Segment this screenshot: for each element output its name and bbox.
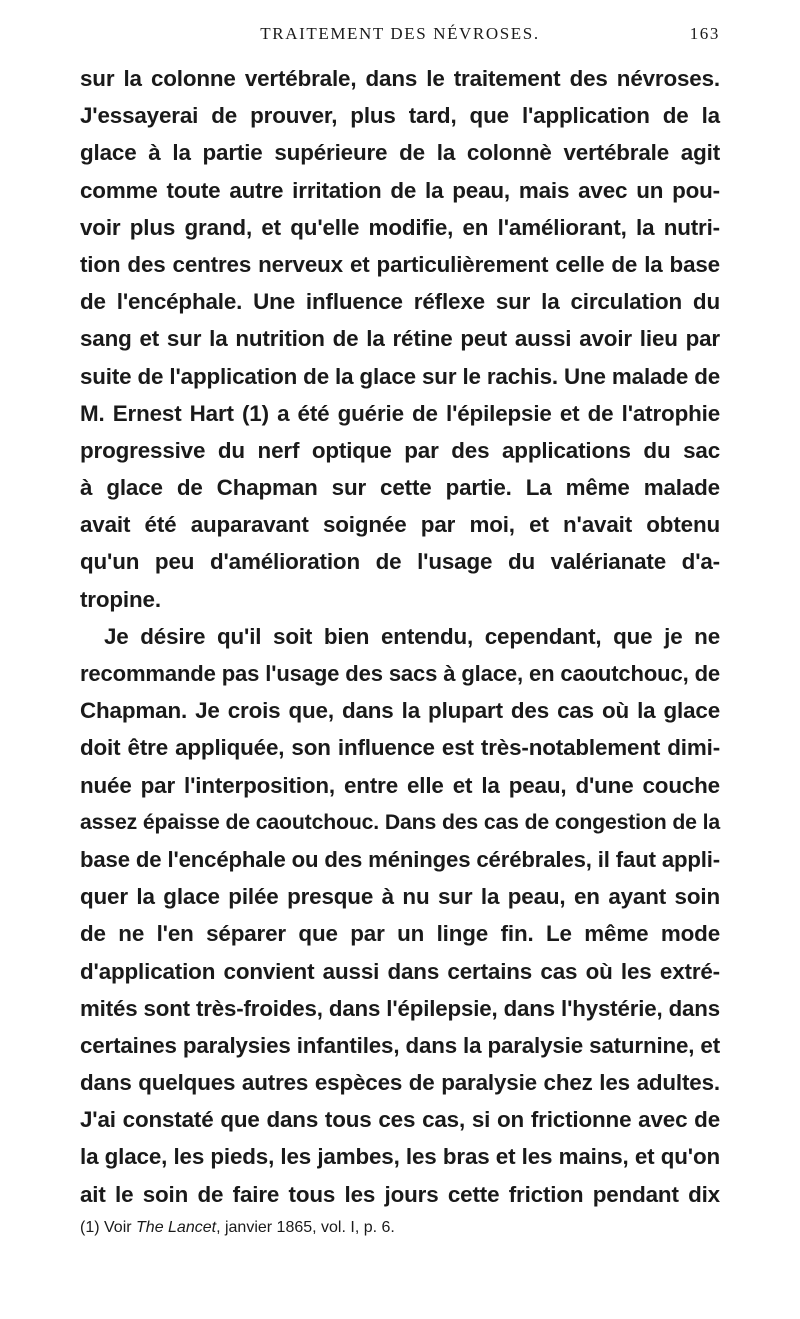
text-line: de l'encéphale. Une influence réflexe sur la circulation du (80, 289, 720, 315)
text-line: progressive du nerf optique par des applications du sac (80, 437, 720, 463)
text-line: mités sont très-froides, dans l'épilepsie, dans l'hystérie, dans (80, 995, 720, 1021)
text-line: la glace, les pieds, les jambes, les bras et les mains, et qu'on (80, 1144, 720, 1170)
text-line: doit être appliquée, son influence est très-notablement dimi- (80, 735, 720, 761)
text-line: Chapman. Je crois que, dans la plupart des cas où la glace (80, 698, 720, 724)
text-line: voir plus grand, et qu'elle modifie, en l'améliorant, la nutri- (80, 214, 720, 240)
text-line: quer la glace pilée presque à nu sur la peau, en ayant soin (80, 884, 720, 910)
text-line: sur la colonne vertébrale, dans le traitement des névroses. (80, 66, 720, 91)
text-line: de ne l'en séparer que par un linge fin. Le même mode (80, 921, 720, 947)
text-line: sang et sur la nutrition de la rétine peut aussi avoir lieu par (80, 326, 720, 352)
text-line: glace à la partie supérieure de la colonnè vertébrale agit (80, 140, 720, 166)
text-line: assez épaisse de caoutchouc. Dans des cas de congestion de la (80, 810, 720, 834)
text-line: comme toute autre irritation de la peau, mais avec un pou- (80, 177, 720, 203)
footnote-suffix: , janvier 1865, vol. I, p. 6. (216, 1218, 395, 1236)
footnote-journal: The Lancet (136, 1218, 217, 1236)
text-line: certaines paralysies infantiles, dans la paralysie saturnine, et (80, 1032, 720, 1058)
footnote-prefix: (1) Voir (80, 1218, 137, 1236)
text-line: recommande pas l'usage des sacs à glace, en caoutchouc, de (80, 661, 720, 686)
text-line: J'essayerai de prouver, plus tard, que l'application de la (80, 103, 720, 129)
running-head (80, 24, 720, 58)
page-number: 163 (689, 24, 720, 43)
text-line: M. Ernest Hart (1) a été guérie de l'épilepsie et de l'atrophie (80, 400, 720, 426)
text-line: tion des centres nerveux et particulièrement celle de la base (80, 251, 720, 277)
body-text (80, 60, 720, 1213)
running-title: TRAITEMENT DES NÉVROSES. (260, 24, 540, 43)
text-line: d'application convient aussi dans certains cas où les extré- (80, 958, 720, 984)
text-line: base de l'encéphale ou des méninges cérébrales, il faut appli- (80, 846, 720, 872)
text-line: suite de l'application de la glace sur le rachis. Une malade de (80, 363, 721, 389)
text-line: ait le soin de faire tous les jours cette friction pendant dix (80, 1181, 720, 1207)
text-line: qu'un peu d'amélioration de l'usage du valérianate d'a- (80, 549, 720, 575)
text-line: J'ai constaté que dans tous ces cas, si on frictionne avec de (80, 1107, 720, 1133)
text-line: dans quelques autres espèces de paralysie chez les adultes. (80, 1070, 720, 1096)
book-page (80, 0, 720, 1239)
footnote (80, 1217, 720, 1239)
text-line: tropine. (80, 586, 161, 612)
text-line: nuée par l'interposition, entre elle et la peau, d'une couche (80, 772, 720, 798)
text-line: à glace de Chapman sur cette partie. La même malade (80, 475, 720, 501)
text-line: Je désire qu'il soit bien entendu, cependant, que je ne (104, 623, 720, 649)
text-line: avait été auparavant soignée par moi, et n'avait obtenu (80, 512, 720, 538)
